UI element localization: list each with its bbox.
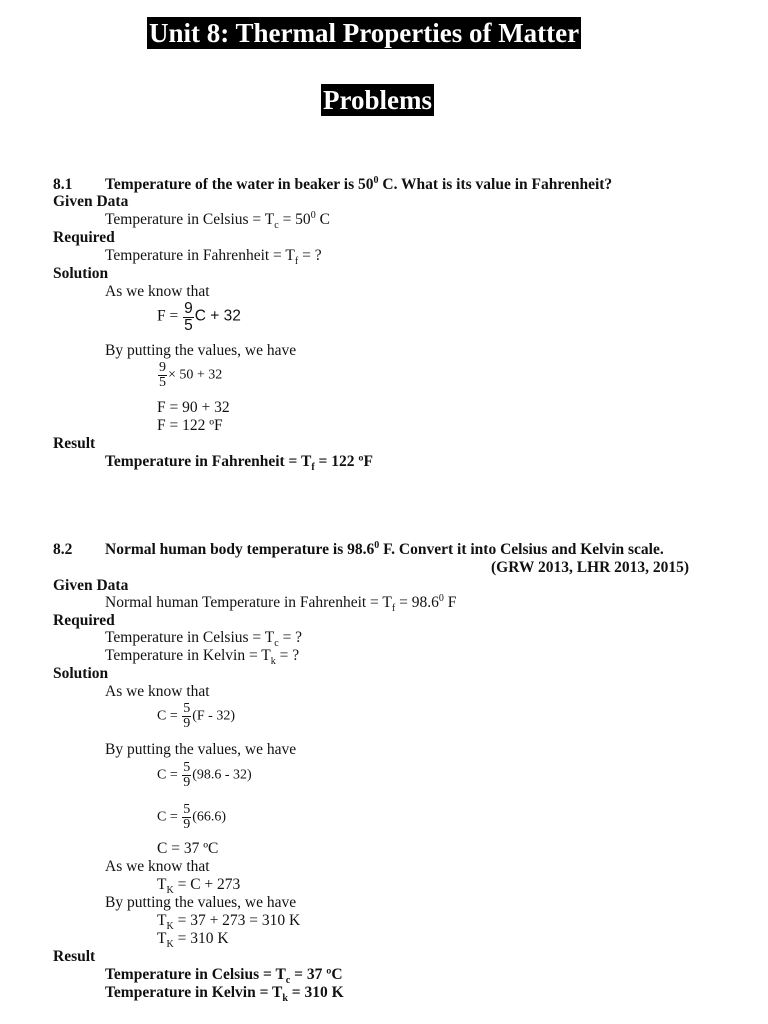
result-fahrenheit: Temperature in Fahrenheit = $T_f = 122$ ºF	[105, 453, 373, 474]
calc-step-1: C = $\frac{5}{9}$ (98.6 - 32)	[157, 760, 252, 790]
celsius-formula: C = $\frac{5}{9}$ (F - 32)	[157, 701, 236, 731]
required-kelvin-line: Temperature in Kelvin = $T_k$ = ?	[105, 647, 300, 668]
result-label: Result	[53, 948, 96, 965]
given-data-label: Given Data	[53, 193, 129, 210]
required-label: Required	[53, 229, 115, 246]
exam-reference: (GRW 2013, LHR 2013, 2015)	[491, 559, 690, 576]
putting-values-text-2: By putting the values, we have	[105, 894, 297, 911]
problem-8-1-number: 8.1	[53, 176, 73, 193]
fahrenheit-formula: F = $\frac{9}{5}$ C + 32	[157, 300, 241, 334]
kelvin-formula: $T_K = C + 273$	[157, 876, 241, 897]
problem-8-2-number: 8.2	[53, 541, 73, 558]
kelvin-calc-step-1: $T_K = 37 + 273 = 310$ K	[157, 912, 301, 933]
result-label: Result	[53, 435, 96, 452]
required-label: Required	[53, 612, 115, 629]
problems-title: Problems	[323, 85, 432, 115]
as-we-know-text: As we know that	[105, 283, 210, 300]
putting-values-text: By putting the values, we have	[105, 741, 297, 758]
kelvin-calc-step-2: $T_K = 310$ K	[157, 930, 229, 951]
problem-8-2-question: Normal human body temperature is 98.6$^0$ F. Convert it into Celsius and Kelvin scale.	[105, 539, 664, 558]
required-celsius-line: Temperature in Celsius = $T_c$ = ?	[105, 629, 303, 650]
as-we-know-text: As we know that	[105, 683, 210, 700]
calc-step-3: F = 122 ºF	[157, 417, 223, 434]
putting-values-text: By putting the values, we have	[105, 342, 297, 359]
required-fahrenheit-line: Temperature in Fahrenheit = $T_f$ = ?	[105, 247, 322, 268]
given-celsius-line: Temperature in Celsius = $T_c = 50^0$ C	[105, 209, 330, 232]
solution-label: Solution	[53, 665, 109, 682]
result-kelvin: Temperature in Kelvin = $T_k = 310$ K	[105, 984, 344, 1005]
problem-8-1-question: Temperature of the water in beaker is $50^0$ C. What is its value in Fahrenheit?	[105, 174, 613, 193]
result-celsius: Temperature in Celsius = $T_c = 37$ ºC	[105, 966, 343, 987]
calc-step-2: C = $\frac{5}{9}$ (66.6)	[157, 802, 227, 832]
given-fahrenheit-line: Normal human Temperature in Fahrenheit = $T_f = 98.6^0$ F	[105, 592, 457, 615]
celsius-result-line: C = 37 ºC	[157, 840, 219, 857]
solution-label: Solution	[53, 265, 109, 282]
given-data-label: Given Data	[53, 577, 129, 594]
unit-title: Unit 8: Thermal Properties of Matter	[149, 18, 580, 48]
calc-step-2: F = 90 + 32	[157, 399, 230, 416]
as-we-know-text-2: As we know that	[105, 858, 210, 875]
calc-step-1: $\frac{9}{5}$ × 50 + 32	[159, 360, 223, 390]
